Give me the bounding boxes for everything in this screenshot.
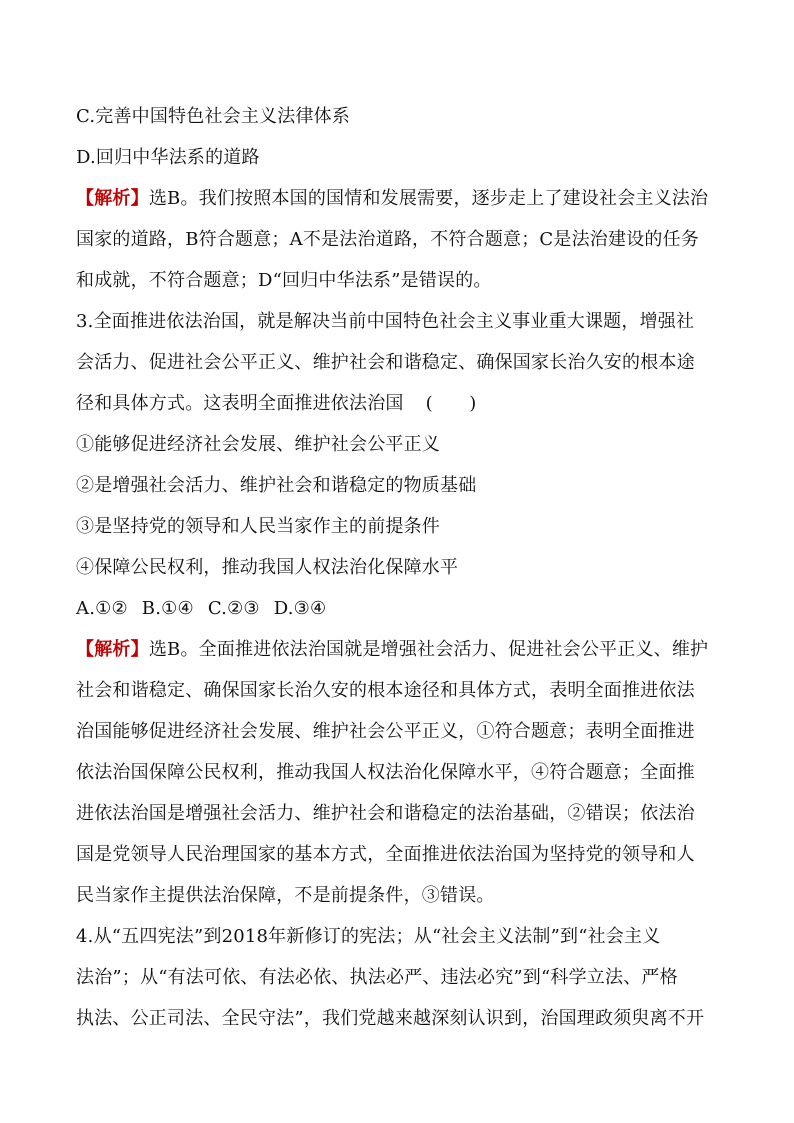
statement-3: ③是坚持党的领导和人民当家作主的前提条件 (76, 516, 440, 537)
analysis-2-line-7: 民当家作主提供法治保障，不是前提条件，③错误。 (76, 885, 495, 906)
document-content (76, 100, 726, 1043)
question-3-line-2: 会活力、促进社会公平正义、维护社会和谐稳定、确保国家长治久安的根本途 (76, 352, 695, 373)
question-3-line-1: 3.全面推进依法治国，就是解决当前中国特色社会主义事业重大课题，增强社 (76, 311, 695, 332)
statement-4: ④保障公民权利，推动我国人权法治化保障水平 (76, 557, 459, 578)
choice-a: A.①② (76, 598, 128, 619)
analysis-1 (76, 182, 726, 298)
question-4-line-1: 4.从“五四宪法”到2018年新修订的宪法；从“社会主义法制”到“社会主义 (76, 926, 661, 947)
analysis-label: 【解析】 (76, 188, 149, 209)
statement-2: ②是增强社会活力、维护社会和谐稳定的物质基础 (76, 475, 477, 496)
analysis-text: 选B。全面推进依法治国就是增强社会活力、促进社会公平正义、维护 (148, 639, 709, 660)
analysis-2-line-1 (76, 633, 726, 667)
analysis-1-line-3: 和成就，不符合题意；D“回归中华法系”是错误的。 (76, 270, 492, 291)
choice-c: C.②③ (207, 598, 260, 619)
choice-d: D.③④ (273, 598, 327, 619)
analysis-2-line-4: 依法治国保障公民权利，推动我国人权法治化保障水平，④符合题意；全面推 (76, 762, 695, 783)
answer-blank: ( ) (425, 393, 477, 414)
analysis-2 (76, 633, 726, 913)
question-3 (76, 305, 726, 421)
analysis-2-line-2: 社会和谐稳定、确保国家长治久安的根本途径和具体方式，表明全面推进依法 (76, 680, 695, 701)
question-4-line-3: 执法、公正司法、全民守法”，我们党越来越深刻认识到，治国理政须臾离不开 (76, 1008, 705, 1029)
question-3-line-3 (76, 387, 726, 421)
question-3-stem-end: 径和具体方式。这表明全面推进依法治国 (76, 393, 404, 414)
analysis-2-line-6: 国是党领导人民治理国家的基本方式，全面推进依法治国为坚持党的领导和人 (76, 844, 695, 865)
option-d: D.回归中华法系的道路 (76, 147, 260, 168)
analysis-label: 【解析】 (76, 639, 149, 660)
question-4-line-2: 法治”；从“有法可依、有法必依、执法必严、违法必究”到“科学立法、严格 (76, 967, 678, 988)
choice-b: B.①④ (141, 598, 194, 619)
answer-choices (76, 592, 726, 626)
statement-1: ①能够促进经济社会发展、维护社会公平正义 (76, 434, 440, 455)
analysis-2-line-5: 进依法治国是增强社会活力、维护社会和谐稳定的法治基础，②错误；依法治 (76, 803, 695, 824)
analysis-2-line-3: 治国能够促进经济社会发展、维护社会公平正义，①符合题意；表明全面推进 (76, 721, 695, 742)
question-4 (76, 920, 726, 1036)
analysis-text: 选B。我们按照本国的国情和发展需要，逐步走上了建设社会主义法治 (148, 188, 709, 209)
option-c: C.完善中国特色社会主义法律体系 (76, 106, 351, 127)
analysis-1-line-1 (76, 182, 726, 216)
analysis-1-line-2: 国家的道路，B符合题意；A不是法治道路，不符合题意；C是法治建设的任务 (76, 229, 699, 250)
